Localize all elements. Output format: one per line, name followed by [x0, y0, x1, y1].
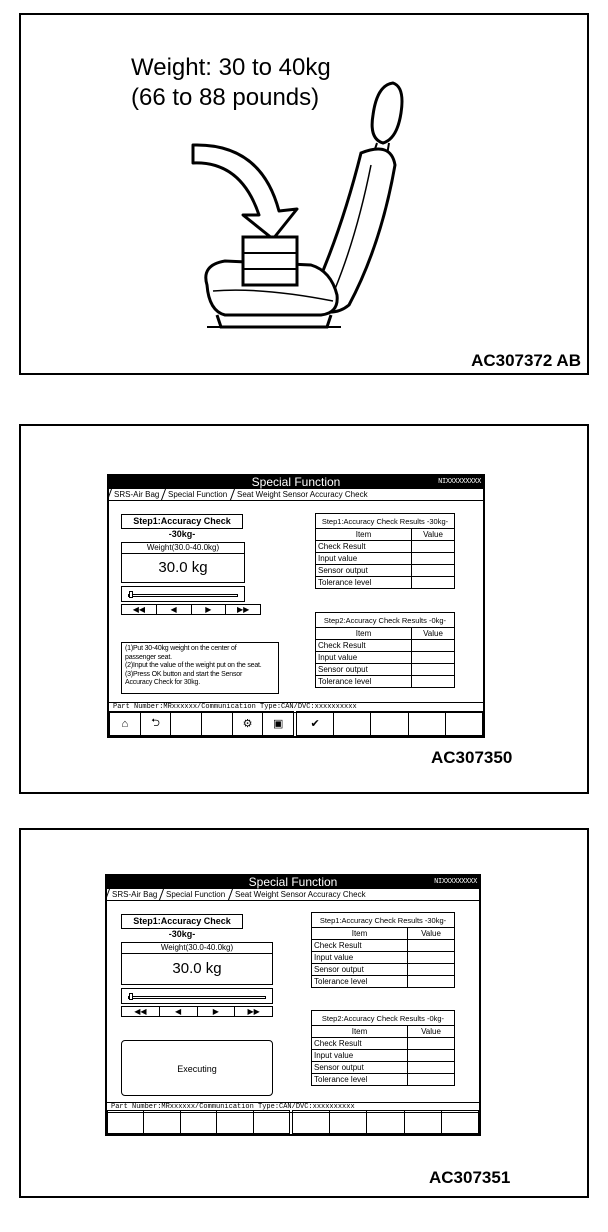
decrease-button[interactable]: ◀	[160, 1007, 198, 1016]
special-function-screen	[105, 874, 481, 1136]
results-table-step2	[311, 1010, 455, 1086]
figure-code: AC307351	[429, 1168, 511, 1187]
toolbar-blank-button[interactable]	[330, 1111, 367, 1133]
breadcrumb-seat-weight-check[interactable]: Seat Weight Sensor Accuracy Check	[228, 889, 372, 900]
instruction-line: passenger seat.	[125, 653, 172, 661]
check-icon: ✔	[310, 718, 320, 730]
toolbar-blank-button[interactable]	[171, 712, 202, 735]
back-icon: ⮌	[151, 717, 160, 729]
settings-button[interactable]	[233, 712, 264, 735]
title-bar	[109, 476, 483, 489]
breadcrumb	[107, 889, 479, 901]
table-row: Tolerance level	[312, 1074, 455, 1086]
breadcrumb	[109, 489, 483, 501]
results-caption: Step1:Accuracy Check Results -30kg-	[312, 913, 455, 928]
title-bar	[107, 876, 479, 889]
status-bar: Part Number:MRxxxxxx/Communication Type:CAN/DVC:xxxxxxxxxx	[109, 702, 483, 713]
settings-icon: ⚙	[242, 718, 253, 730]
toolbar-blank-button[interactable]	[334, 712, 371, 735]
screen-title: Special Function	[248, 875, 338, 889]
results-caption: Step2:Accuracy Check Results -0kg-	[316, 613, 455, 628]
increase-button[interactable]: ▶	[192, 605, 227, 614]
home-icon: ⌂	[121, 717, 129, 730]
breadcrumb-special-function[interactable]: Special Function	[159, 889, 231, 900]
fast-decrease-button[interactable]: ◀◀	[122, 1007, 160, 1016]
table-row: Sensor output	[312, 964, 455, 976]
table-row: Sensor output	[316, 664, 455, 676]
table-row: Check Result	[312, 1038, 455, 1050]
col-item: Item	[316, 529, 412, 541]
adjust-buttons	[121, 1006, 273, 1017]
toolbar-blank-button[interactable]	[144, 1111, 180, 1133]
toolbar-blank-button[interactable]	[442, 1111, 478, 1133]
instruction-line: (3)Press OK button and start the Sensor	[125, 670, 243, 678]
col-value: Value	[408, 1026, 455, 1038]
screen-title: Special Function	[251, 475, 341, 489]
col-value: Value	[408, 928, 455, 940]
col-value: Value	[412, 529, 455, 541]
weight-slider[interactable]	[121, 988, 273, 1004]
adjust-buttons	[121, 604, 261, 615]
results-caption: Step2:Accuracy Check Results -0kg-	[312, 1011, 455, 1026]
breadcrumb-srs-air-bag[interactable]: SRS-Air Bag	[107, 489, 165, 500]
weight-input-panel	[121, 942, 273, 985]
figure-screen-input	[19, 424, 589, 794]
col-value: Value	[412, 628, 455, 640]
table-row: Check Result	[316, 541, 455, 553]
results-table-step1	[315, 513, 455, 589]
step-title: Step1:Accuracy Check -30kg-	[121, 914, 243, 929]
figure-screen-executing	[19, 828, 589, 1198]
toolbar-blank-button[interactable]	[181, 1111, 217, 1133]
bottom-toolbar	[107, 1110, 479, 1134]
toolbar-blank-button[interactable]	[405, 1111, 442, 1133]
executing-box	[121, 1040, 273, 1096]
table-row: Sensor output	[312, 1062, 455, 1074]
step-title: Step1:Accuracy Check -30kg-	[121, 514, 243, 529]
toolbar-blank-button[interactable]	[254, 1111, 289, 1133]
table-row: Input value	[316, 652, 455, 664]
breadcrumb-special-function[interactable]: Special Function	[161, 489, 233, 500]
headrest	[372, 83, 402, 143]
weight-input-panel	[121, 542, 245, 583]
col-item: Item	[312, 928, 408, 940]
fast-increase-button[interactable]: ▶▶	[247, 1007, 260, 1016]
ok-button[interactable]	[297, 712, 334, 735]
executing-label: Executing	[177, 1064, 217, 1074]
table-row: Sensor output	[316, 565, 455, 577]
fast-decrease-button[interactable]: ◀◀	[122, 605, 157, 614]
home-button[interactable]	[110, 712, 141, 735]
special-function-screen	[107, 474, 485, 738]
decrease-button[interactable]: ◀	[157, 605, 192, 614]
table-row: Input value	[316, 553, 455, 565]
increase-button[interactable]: ▶	[198, 1007, 236, 1016]
toolbar-blank-button[interactable]	[108, 1111, 144, 1133]
clipboard-button[interactable]	[263, 712, 293, 735]
weight-slider[interactable]	[121, 586, 245, 602]
weight-line-2: (66 to 88 pounds)	[131, 84, 320, 111]
ni-label: NIXXXXXXXXX	[438, 478, 481, 486]
table-row: Tolerance level	[312, 976, 455, 988]
weight-value[interactable]: 30.0 kg	[172, 960, 222, 977]
instruction-line: (1)Put 30-40kg weight on the center of	[125, 645, 237, 652]
slider-knob[interactable]	[129, 993, 133, 1000]
seat-illustration	[21, 15, 587, 373]
ni-label: NIXXXXXXXXX	[434, 878, 477, 886]
toolbar-blank-button[interactable]	[409, 712, 446, 735]
weight-value[interactable]: 30.0 kg	[158, 559, 208, 576]
weight-line-1: Weight: 30 to 40kg	[131, 54, 331, 81]
figure-seat-weight	[19, 13, 589, 375]
weight-range-label: Weight(30.0-40.0kg)	[122, 543, 244, 554]
table-row: Check Result	[316, 640, 455, 652]
table-row: Check Result	[312, 940, 455, 952]
instruction-line: (2)Input the value of the weight put on the seat.	[125, 662, 262, 669]
toolbar-blank-button[interactable]	[446, 712, 482, 735]
clipboard-icon: ▣	[272, 718, 284, 730]
instructions-box	[121, 642, 279, 694]
col-item: Item	[312, 1026, 408, 1038]
figure-code: AC307350	[431, 748, 513, 767]
results-table-step2	[315, 612, 455, 688]
weight-block	[243, 237, 297, 285]
table-row: Input value	[312, 952, 455, 964]
toolbar-blank-button[interactable]	[217, 1111, 253, 1133]
toolbar-blank-button[interactable]	[367, 1111, 404, 1133]
toolbar-blank-button[interactable]	[202, 712, 233, 735]
bottom-toolbar	[109, 711, 483, 736]
toolbar-blank-button[interactable]	[293, 1111, 330, 1133]
curved-arrow-icon	[193, 145, 297, 239]
breadcrumb-seat-weight-check[interactable]: Seat Weight Sensor Accuracy Check	[230, 489, 374, 500]
fast-increase-button[interactable]: ▶▶	[236, 605, 250, 614]
figure-code: AC307372 AB	[471, 351, 581, 370]
table-row: Tolerance level	[316, 676, 455, 688]
weight-range-label: Weight(30.0-40.0kg)	[122, 943, 272, 954]
back-button[interactable]	[141, 712, 172, 735]
results-caption: Step1:Accuracy Check Results -30kg-	[316, 514, 455, 529]
breadcrumb-srs-air-bag[interactable]: SRS-Air Bag	[105, 889, 163, 900]
status-bar: Part Number:MRxxxxxx/Communication Type:CAN/DVC:xxxxxxxxxx	[107, 1102, 479, 1113]
col-item: Item	[316, 628, 412, 640]
instruction-line: Accuracy Check for 30kg.	[125, 679, 200, 686]
results-table-step1	[311, 912, 455, 988]
table-row: Input value	[312, 1050, 455, 1062]
table-row: Tolerance level	[316, 577, 455, 589]
slider-knob[interactable]	[129, 591, 133, 598]
toolbar-blank-button[interactable]	[371, 712, 408, 735]
